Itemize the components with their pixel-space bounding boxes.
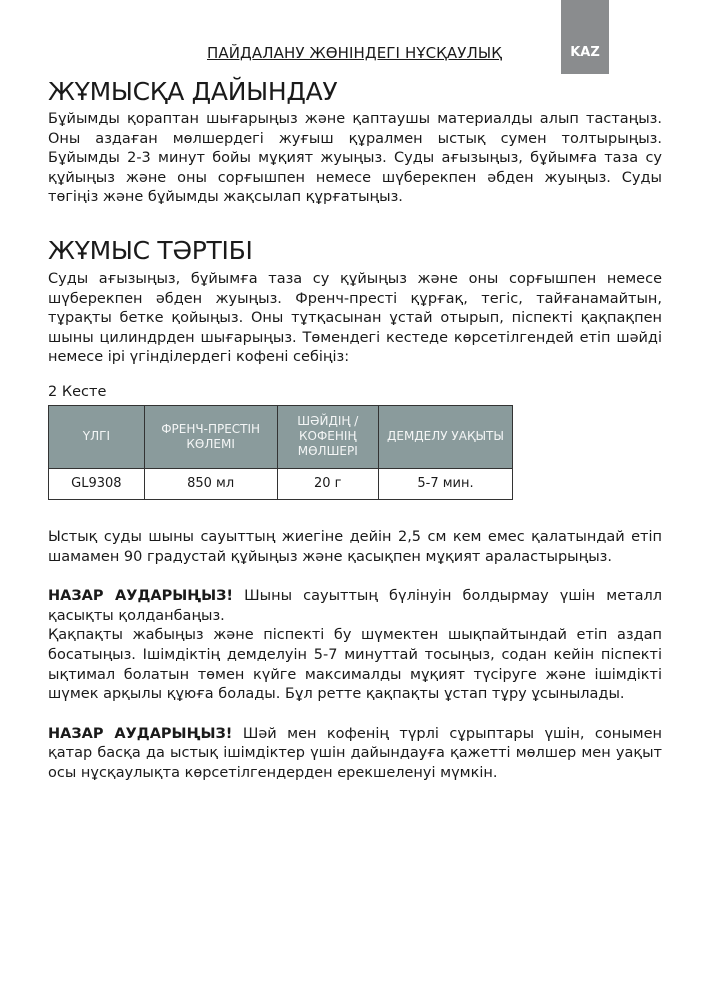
warning-text: Шыны сауыттың бүлінуін болдырмау үшін металл қасықты қолданбаңыз. (48, 588, 662, 624)
page-content (48, 76, 662, 783)
table-header-model: ҮЛГІ (49, 405, 145, 468)
warning-varieties (48, 725, 662, 784)
table-caption: 2 Кесте (48, 383, 107, 400)
section-title-preparation: ЖҰМЫСҚА ДАЙЫНДАУ (48, 77, 338, 106)
section-title-operation: ЖҰМЫС ТӘРТІБІ (48, 235, 253, 265)
language-tab: KAZ (561, 0, 609, 74)
warning-spoon (48, 587, 662, 626)
brewing-table (48, 405, 513, 500)
table-header-brew-time: ДЕМДЕЛУ УАҚЫТЫ (378, 405, 512, 468)
warning-text: Шәй мен кофенің түрлі сұрыптары үшін, сонымен қатар басқа да ыстық ішімдіктер үшін дайындауға қажетті мөлшер мен уақыт осы нұсқаулықта көрсетілгендерден ерекшеленуі мүмкін. (48, 725, 662, 781)
table-header-volume: ФРЕНЧ-ПРЕСТІН КӨЛЕМІ (144, 405, 277, 468)
table-cell-brew-time: 5-7 мин. (378, 468, 512, 499)
table-cell-volume: 850 мл (144, 468, 277, 499)
paragraph-pour-water: Ыстық суды шыны сауыттың жиегіне дейін 2,5 см кем емес қалатындай етіп шамамен 90 градустай құйыңыз және қасықпен мұқият араластырыңыз. (48, 528, 662, 565)
paragraph-brewing: Қақпақты жабыңыз және піспекті бу шүмектен шықпайтындай етіп аздап босатыңыз. Ішімдіктің демделуін 5-7 минуттай тосыңыз, содан кейін піспекті ықтимал болатын төмен күйге максималды мұқият түсіруге және ішімдікті шүмек арқылы құюға болады. Бұл ретте қақпақты ұстап тұру ұсынылады. (48, 627, 662, 703)
section-text-preparation: Бұйымды қораптан шығарыңыз және қаптаушы материалды алып тастаңыз. Оны аздаған мөлшердегі жуғыш құралмен ыстық сумен толтырыңыз. Бұйымды 2-3 минут бойы мұқият жуыңыз. Суды ағызыңыз, бұйымға таза су құйыңыз және оны сорғышпен немесе шүберекпен әбден жуыңыз. Суды төгіңіз және бұйымды жақсылап құрғатыңыз. (48, 111, 662, 206)
section-text-operation: Суды ағызыңыз, бұйымға таза су құйыңыз және оны сорғышпен немесе шүберекпен әбден жуыңыз. Френч-престі құрғақ, тегіс, тайғанамайтын, тұрақты бетке қойыңыз. Оны тұтқасынан ұстай отырып, піспекті қақпақпен шыны цилиндрден шығарыңыз. Төмендегі кестеде көрсетілгендей етіп шәйді немесе ірі үгінділердегі кофені себіңіз: (48, 270, 662, 366)
table-header-amount: ШӘЙДІҢ / КОФЕНІҢ МӨЛШЕРІ (277, 405, 378, 468)
table-cell-model: GL9308 (49, 468, 145, 499)
warning-label: НАЗАР АУДАРЫҢЫЗ! (48, 725, 233, 742)
header-title: ПАЙДАЛАНУ ЖӨНІНДЕГІ НҰСҚАУЛЫҚ (207, 44, 502, 62)
table-cell-amount: 20 г (277, 468, 378, 499)
table-row (49, 468, 513, 499)
table-header-row (49, 405, 513, 468)
warning-label: НАЗАР АУДАРЫҢЫЗ! (48, 588, 234, 605)
